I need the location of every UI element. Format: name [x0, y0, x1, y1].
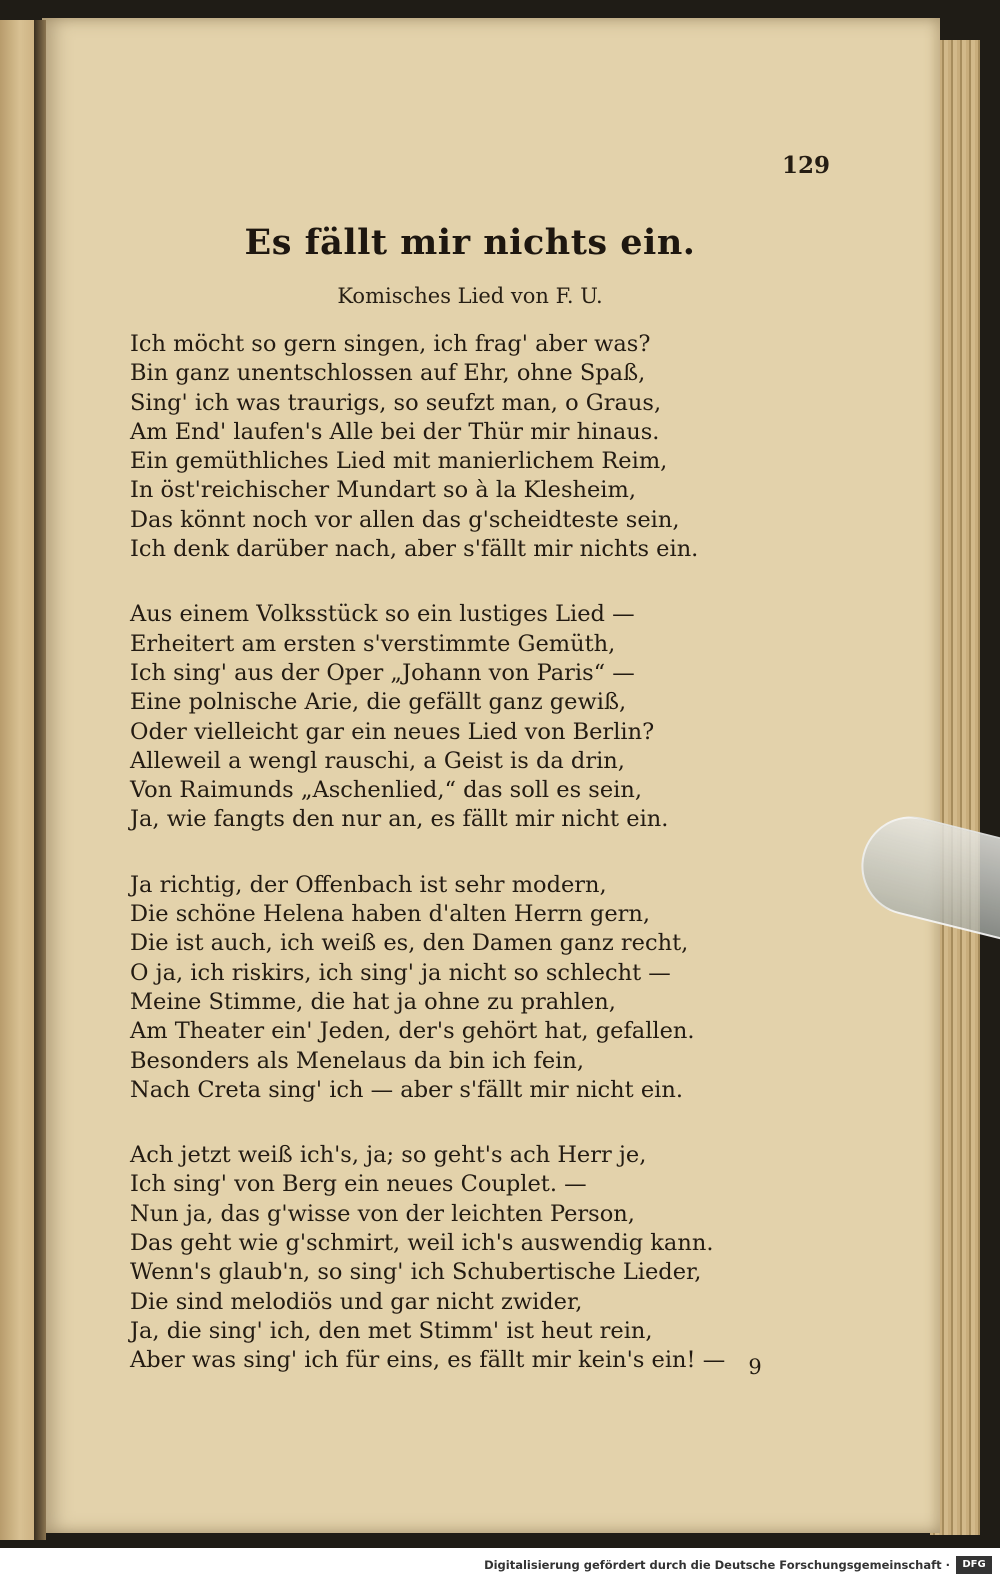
poem-subtitle: Komisches Lied von F. U. — [337, 284, 603, 308]
poem-line: In öst'reichischer Mundart so à la Klesheim, — [130, 477, 636, 504]
poem-line: Ja, wie fangts den nur an, es fällt mir nicht ein. — [130, 806, 669, 833]
poem-line: Besonders als Menelaus da bin ich fein, — [130, 1047, 585, 1074]
poem-line: Aus einem Volksstück so ein lustiges Lied — — [130, 601, 635, 628]
poem-line: Das geht wie g'schmirt, weil ich's auswendig kann. — [130, 1230, 714, 1257]
poem-line: Ich sing' aus der Oper „Johann von Paris“ — — [130, 659, 635, 686]
poem-line: Aber was sing' ich für eins, es fällt mir kein's ein! — — [130, 1347, 726, 1374]
poem-line: Das könnt noch vor allen das g'scheidteste sein, — [130, 506, 680, 533]
poem-line: Meine Stimme, die hat ja ohne zu prahlen, — [130, 988, 616, 1015]
page-number: 129 — [781, 152, 830, 179]
poem-line: Ich möcht so gern singen, ich frag' aber was? — [130, 331, 651, 357]
poem-line: Ja richtig, der Offenbach ist sehr modern, — [130, 871, 607, 898]
poem-line: Am Theater ein' Jeden, der's gehört hat, gefallen. — [130, 1018, 695, 1045]
poem-line: Ich sing' von Berg ein neues Couplet. — — [130, 1171, 587, 1198]
poem-line: Erheitert am ersten s'verstimmte Gemüth, — [130, 630, 616, 657]
poem-line: Bin ganz unentschlossen auf Ehr, ohne Spaß, — [130, 360, 646, 387]
poem-body — [130, 330, 790, 1412]
stanza — [130, 1141, 790, 1375]
poem-line: Ein gemüthliches Lied mit manierlichem Reim, — [130, 448, 668, 475]
poem-line: Wenn's glaub'n, so sing' ich Schubertische Lieder, — [130, 1259, 702, 1286]
poem-line: Von Raimunds „Aschenlied,“ das soll es sein, — [130, 777, 642, 804]
poem-line: Nach Creta sing' ich — aber s'fällt mir nicht ein. — [130, 1076, 683, 1103]
stanza — [130, 600, 790, 834]
poem-line: Die ist auch, ich weiß es, den Damen ganz recht, — [130, 930, 689, 957]
poem-line: Oder vielleicht gar ein neues Lied von Berlin? — [130, 718, 655, 745]
poem-line: Eine polnische Arie, die gefällt ganz gewiß, — [130, 689, 627, 716]
poem-line: Die sind melodiös und gar nicht zwider, — [130, 1288, 583, 1315]
poem-line: Ja, die sing' ich, den met Stimm' ist heut rein, — [130, 1317, 653, 1344]
poem-line: Ach jetzt weiß ich's, ja; so geht's ach Herr je, — [130, 1142, 647, 1169]
poem-line: Nun ja, das g'wisse von der leichten Person, — [130, 1200, 635, 1227]
poem-line: Sing' ich was traurigs, so seufzt man, o Graus, — [130, 389, 662, 416]
poem-line: Am End' laufen's Alle bei der Thür mir hinaus. — [130, 418, 660, 445]
poem-line: O ja, ich riskirs, ich sing' ja nicht so schlecht — — [130, 959, 671, 986]
book-spine — [34, 20, 46, 1540]
poem-line: Ich denk darüber nach, aber s'fällt mir nichts ein. — [130, 536, 699, 563]
dfg-logo: DFG — [956, 1556, 992, 1574]
funding-credit: Digitalisierung gefördert durch die Deutsche Forschungsgemeinschaft · — [484, 1558, 950, 1572]
poem-line: Die schöne Helena haben d'alten Herrn gern, — [130, 901, 651, 928]
stanza — [130, 330, 790, 564]
footer-bar — [0, 1548, 1000, 1585]
signature-mark: 9 — [748, 1355, 762, 1379]
poem-line: Alleweil a wengl rauschi, a Geist is da drin, — [130, 747, 625, 774]
poem-title: Es fällt mir nichts ein. — [244, 222, 696, 263]
stanza — [130, 871, 790, 1105]
